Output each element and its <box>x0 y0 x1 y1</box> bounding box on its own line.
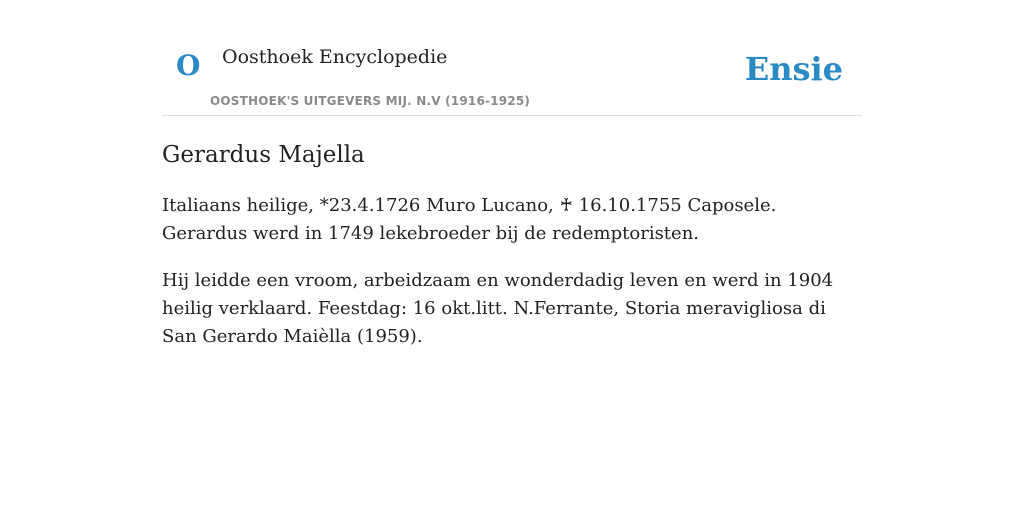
site-title[interactable]: Oosthoek Encyclopedie <box>222 46 448 68</box>
site-header <box>162 0 862 116</box>
article-title: Gerardus Majella <box>162 142 365 168</box>
page-container <box>162 0 862 351</box>
logo-icon[interactable]: O <box>176 49 201 82</box>
publisher-label: OOSTHOEK'S UITGEVERS MIJ. N.V (1916-1925) <box>210 94 531 108</box>
article-paragraph: Italiaans heilige, *23.4.1726 Muro Lucano, ♰ 16.10.1755 Caposele. Gerardus werd in 1749 lekebroeder bij de redemptoristen. <box>162 195 777 244</box>
article-paragraph: Hij leidde een vroom, arbeidzaam en wonderdadig leven en werd in 1904 heilig verklaard. Feestdag: 16 okt.litt. N.Ferrante, Storia meravigliosa di San Gerardo Maièlla (1959). <box>162 270 834 347</box>
ensie-logo-link[interactable]: Ensie <box>744 50 843 88</box>
